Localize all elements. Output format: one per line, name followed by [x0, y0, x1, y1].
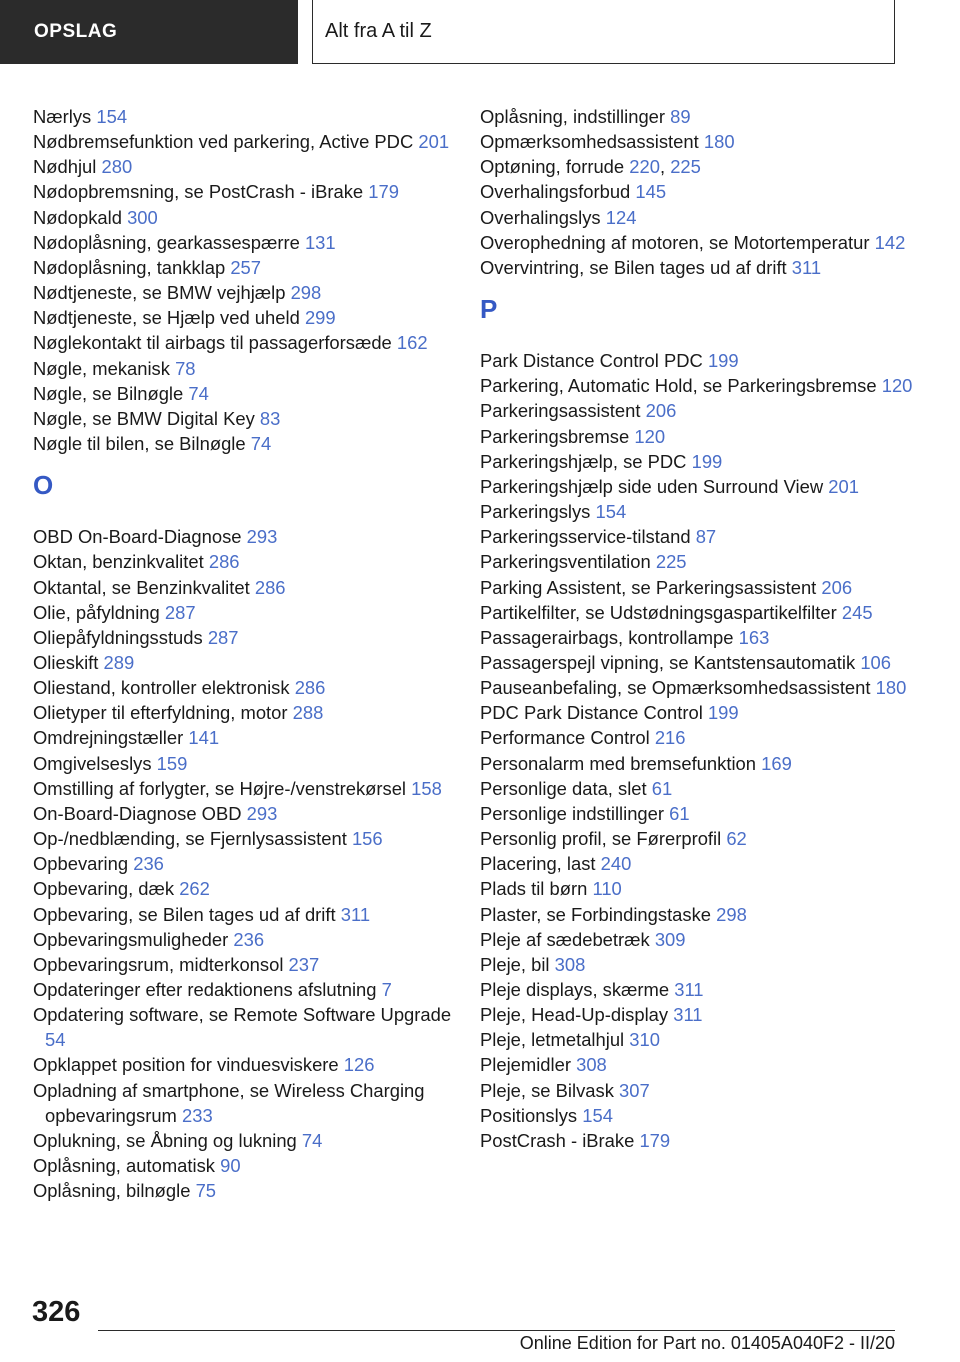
page-header [0, 0, 960, 66]
index-entry [480, 104, 920, 129]
index-entry [33, 1153, 453, 1178]
entry-term: Nødtjeneste, se Hjælp ved uheld [33, 307, 300, 329]
entry-term: Pleje, bil [480, 953, 550, 975]
entry-term: Nødoplåsning, tankklap [33, 256, 226, 278]
page-link[interactable]: 54 [45, 1029, 66, 1051]
entry-list-o [33, 524, 453, 1203]
entry-list-n [33, 104, 453, 456]
page-link[interactable]: 236 [233, 928, 265, 950]
entry-term: Pleje, letmetalhjul [480, 1029, 625, 1051]
index-entry [480, 398, 920, 423]
page-link[interactable]: 287 [164, 601, 196, 623]
page-link[interactable]: 199 [707, 350, 739, 372]
page-link[interactable]: 300 [127, 206, 158, 228]
page-link[interactable]: 225 [655, 551, 687, 573]
page-link[interactable]: 286 [294, 677, 326, 699]
page-link[interactable]: 154 [582, 1104, 613, 1126]
index-entry [480, 927, 920, 952]
index-entry [33, 952, 453, 977]
page-link[interactable]: 120 [881, 375, 913, 397]
page-link[interactable]: 220 [629, 156, 660, 178]
index-entry [480, 449, 920, 474]
page-link[interactable]: 308 [576, 1054, 607, 1076]
entry-term: Parkeringsbremse [480, 425, 630, 447]
page-link[interactable]: 286 [254, 576, 286, 598]
entry-term: Personlig profil, se Førerprofil [480, 828, 722, 850]
page-link[interactable]: 293 [246, 802, 278, 824]
index-entry [480, 600, 920, 625]
page-link[interactable]: 163 [738, 626, 770, 648]
index-entry [33, 129, 453, 154]
entry-term: Opmærksomhedsassistent [480, 131, 699, 153]
index-entry [480, 725, 920, 750]
page-link[interactable]: 311 [674, 979, 704, 1000]
entry-term: Oplåsning, automatisk [33, 1155, 215, 1177]
index-entry [33, 902, 453, 927]
entry-term: Omstilling af forlygter, se Højre-/venstrekørsel [33, 777, 407, 799]
page-link[interactable]: 308 [554, 953, 586, 975]
page-link[interactable]: 74 [188, 382, 209, 404]
index-entry [480, 751, 920, 776]
entry-term: Opklappet position for vinduesviskere [33, 1054, 339, 1076]
index-entry [480, 1103, 920, 1128]
index-column-right [480, 104, 920, 1153]
index-entry [33, 650, 453, 675]
index-entry [480, 952, 920, 977]
page-link[interactable]: 201 [828, 475, 859, 497]
index-entry [33, 305, 453, 330]
index-entry [480, 474, 920, 499]
index-entry [33, 549, 453, 574]
page-link[interactable]: 311 [791, 256, 822, 278]
index-entry [33, 104, 453, 129]
index-entry [480, 625, 920, 650]
page-link[interactable]: 61 [669, 802, 690, 824]
page-link[interactable]: 201 [418, 131, 450, 153]
entry-term: Park Distance Control PDC [480, 350, 703, 372]
page-link[interactable]: 179 [368, 181, 399, 203]
index-entry [480, 255, 920, 280]
section-tab: OPSLAG [0, 0, 298, 64]
index-entry [33, 625, 453, 650]
page-link[interactable]: 74 [250, 433, 272, 455]
entry-term: PDC Park Distance Control [480, 702, 703, 724]
page-link[interactable]: 298 [290, 282, 322, 304]
index-entry [480, 801, 920, 826]
entry-term: Oplukning, se Åbning og lukning [33, 1129, 297, 1151]
index-entry [33, 1052, 453, 1077]
index-entry [33, 1002, 453, 1052]
entry-term: Parkeringshjælp side uden Surround View [480, 475, 824, 497]
entry-term: Pleje af sædebetræk [480, 928, 650, 950]
page-link[interactable]: 293 [246, 526, 278, 548]
page-link[interactable]: 159 [156, 752, 188, 774]
index-entry [33, 675, 453, 700]
page-link[interactable]: 110 [592, 878, 622, 900]
index-entry: Optøning, forrude 220, 225 [480, 156, 701, 178]
entry-term: Nærlys [33, 106, 92, 127]
page-link[interactable]: 141 [188, 727, 220, 749]
index-entry [480, 1128, 920, 1153]
entry-term: Overhalingsforbud [480, 181, 631, 203]
entry-term: Opdatering software, se Remote Software Upgrade [33, 1004, 452, 1026]
index-entry [33, 700, 453, 725]
entry-term: Partikelfilter, se Udstødningsgaspartikelfilter [480, 601, 837, 623]
page-link[interactable]: 126 [343, 1054, 375, 1076]
index-entry [480, 499, 920, 524]
entry-term: Nødtjeneste, se BMW vejhjælp [33, 282, 286, 304]
page-link[interactable]: 280 [101, 156, 133, 178]
page-link[interactable]: 75 [195, 1180, 217, 1202]
index-entry [480, 902, 920, 927]
index-entry [33, 154, 453, 179]
entry-term: Parkeringsassistent [480, 400, 641, 422]
entry-term: Opladning af smartphone, se Wireless Charging opbevaringsrum [33, 1079, 425, 1126]
entry-term: Nøgle til bilen, se Bilnøgle [33, 433, 246, 455]
index-entry [33, 330, 453, 355]
page-link[interactable]: 131 [304, 231, 336, 253]
page-link[interactable]: 145 [635, 181, 667, 203]
entry-term: OBD On-Board-Diagnose [33, 526, 242, 548]
page-link[interactable]: 154 [595, 501, 627, 523]
page-link[interactable]: 206 [645, 400, 677, 422]
entry-term: Nødopkald [33, 206, 122, 228]
page-link[interactable]: 199 [691, 450, 723, 472]
page-link[interactable]: 289 [103, 651, 135, 673]
entry-term: Personlige data, slet [480, 777, 647, 799]
index-entry [33, 751, 453, 776]
page-link[interactable]: 237 [288, 953, 320, 975]
footer-divider [98, 1330, 895, 1331]
page-link[interactable]: 307 [619, 1079, 650, 1101]
index-entry [480, 348, 920, 373]
page-link[interactable]: 262 [179, 878, 210, 900]
index-entry [480, 826, 920, 851]
entry-term: Oliepåfyldningsstuds [33, 626, 203, 648]
entry-term: Opbevaringsmuligheder [33, 928, 229, 950]
entry-term: Nødhjul [33, 156, 97, 178]
page-link[interactable]: 158 [411, 777, 442, 799]
index-entry [33, 1128, 453, 1153]
entry-term: Parkering, Automatic Hold, se Parkeringsbremse [480, 375, 877, 397]
entry-term: Olie, påfyldning [33, 601, 160, 623]
entry-term: Nøglekontakt til airbags til passagerforsæde [33, 332, 392, 354]
entry-term: Olieskift [33, 651, 99, 673]
index-entry [33, 381, 453, 406]
index-entry [480, 675, 920, 700]
index-entry [480, 851, 920, 876]
entry-term: Parkeringshjælp, se PDC [480, 450, 687, 472]
page-link[interactable]: 309 [654, 928, 686, 950]
page-link[interactable]: 299 [304, 307, 336, 329]
entry-term: Oliestand, kontroller elektronisk [33, 677, 290, 699]
page-link[interactable]: 154 [96, 106, 128, 127]
index-entry [480, 230, 920, 255]
page-link[interactable]: 311 [340, 903, 371, 925]
entry-term: PostCrash - iBrake [480, 1129, 635, 1151]
entry-term: Nødopbremsning, se PostCrash - iBrake [33, 181, 364, 203]
entry-term: Overvintring, se Bilen tages ud af drift [480, 256, 787, 278]
page-link[interactable]: 78 [175, 357, 196, 379]
entry-term: Performance Control [480, 727, 650, 749]
entry-term: Optøning, forrude [480, 156, 625, 178]
index-entry [33, 179, 453, 204]
page-link[interactable]: 156 [351, 828, 383, 850]
page-number: 326 [32, 1296, 81, 1328]
page-link[interactable]: 245 [841, 601, 873, 623]
entry-term: Pleje, Head-Up-display [480, 1004, 669, 1026]
index-entry [33, 1078, 453, 1128]
index-entry [33, 280, 453, 305]
page-link[interactable]: 120 [634, 425, 666, 447]
entry-term: Oplåsning, indstillinger [480, 106, 666, 127]
entry-term: Overhalingslys [480, 206, 601, 228]
entry-term: Omgivelseslys [33, 752, 152, 774]
index-entry [33, 205, 453, 230]
index-entry [480, 1027, 920, 1052]
index-entry [480, 700, 920, 725]
index-entry [33, 977, 453, 1002]
index-entry [33, 356, 453, 381]
page-link[interactable]: 124 [605, 206, 637, 228]
index-entry [33, 431, 453, 456]
entry-term: Oktantal, se Benzinkvalitet [33, 576, 250, 598]
entry-term: Overophedning af motoren, se Motortemperatur [480, 231, 870, 253]
index-entry [33, 406, 453, 431]
entry-term: Parkeringsservice-tilstand [480, 526, 691, 548]
index-entry [480, 1078, 920, 1103]
entry-term: Opbevaring, dæk [33, 878, 175, 900]
entry-term: Opbevaringsrum, midterkonsol [33, 953, 284, 975]
index-entry [33, 801, 453, 826]
page-link[interactable]: 240 [600, 853, 632, 875]
index-entry [480, 424, 920, 449]
page-link[interactable]: 257 [230, 256, 262, 278]
page-link[interactable]: 61 [651, 777, 673, 799]
index-entry [33, 725, 453, 750]
page-link[interactable]: 180 [875, 677, 907, 699]
index-entry [33, 927, 453, 952]
page-link[interactable]: 311 [673, 1004, 703, 1026]
entry-list-p [480, 348, 920, 1153]
entry-term: On-Board-Diagnose OBD [33, 802, 242, 824]
page-link[interactable]: 169 [761, 752, 792, 774]
page-link[interactable]: 90 [220, 1155, 241, 1177]
index-entry [480, 373, 920, 398]
entry-term: Olietyper til efterfyldning, motor [33, 702, 288, 724]
entry-term: Personlige indstillinger [480, 802, 665, 824]
entry-term: Opdateringer efter redaktionens afslutning [33, 979, 377, 1000]
entry-term: Opbevaring, se Bilen tages ud af drift [33, 903, 336, 925]
page-link[interactable]: 216 [654, 727, 686, 749]
index-entry [33, 1178, 453, 1203]
entry-term: Nøgle, mekanisk [33, 357, 170, 379]
index-entry [480, 1002, 920, 1027]
index-entry [480, 205, 920, 230]
index-entry [33, 575, 453, 600]
index-entry [480, 129, 920, 154]
entry-term: Personalarm med bremsefunktion [480, 752, 756, 774]
entry-term: Pauseanbefaling, se Opmærksomhedsassistent [480, 677, 871, 699]
entry-term: Pleje, se Bilvask [480, 1079, 614, 1101]
index-entry [33, 851, 453, 876]
index-entry [33, 600, 453, 625]
index-entry [33, 876, 453, 901]
index-entry [480, 524, 920, 549]
page-link[interactable]: 310 [629, 1029, 660, 1051]
entry-term: Parkeringsventilation [480, 551, 651, 573]
entry-term: Plads til børn [480, 878, 588, 900]
index-column-left [33, 104, 453, 1203]
index-entry [33, 826, 453, 851]
page-link[interactable]: 179 [639, 1129, 671, 1151]
entry-term: Parkeringslys [480, 501, 591, 523]
page-link[interactable]: 142 [874, 231, 906, 253]
index-entry [33, 524, 453, 549]
entry-term: Passagerspejl vipning, se Kantstensautomatik [480, 651, 856, 673]
entry-term: Positionslys [480, 1104, 578, 1126]
entry-term: Oktan, benzinkvalitet [33, 551, 204, 573]
entry-term: Oplåsning, bilnøgle [33, 1180, 191, 1202]
index-entry [480, 1052, 920, 1077]
page-link[interactable]: 89 [670, 106, 691, 127]
entry-term: Nødoplåsning, gearkassespærre [33, 231, 300, 253]
index-entry [33, 776, 453, 801]
entry-term: Placering, last [480, 853, 596, 875]
page-link[interactable]: 286 [208, 551, 240, 573]
index-entry [33, 255, 453, 280]
page-link[interactable]: 233 [182, 1104, 213, 1126]
page-link[interactable]: 288 [292, 702, 324, 724]
page-link[interactable]: 199 [707, 702, 739, 724]
index-entry [480, 650, 920, 675]
entry-term: Omdrejningstæller [33, 727, 184, 749]
index-letter-o: O [33, 470, 54, 501]
index-entry [480, 776, 920, 801]
page-link[interactable]: 287 [207, 626, 239, 648]
index-letter-p: P [480, 294, 498, 325]
entry-term: Nøgle, se Bilnøgle [33, 382, 184, 404]
index-entry [480, 876, 920, 901]
index-entry [480, 977, 920, 1002]
entry-term: Nødbremsefunktion ved parkering, Active PDC [33, 131, 414, 153]
entry-term: Plaster, se Forbindingstaske [480, 903, 712, 925]
page-link[interactable]: 162 [396, 332, 428, 354]
page-link[interactable]: 106 [860, 651, 891, 673]
page-link[interactable]: 298 [716, 903, 747, 925]
index-entry [480, 575, 920, 600]
index-entry [480, 549, 920, 574]
page-link[interactable]: 62 [726, 828, 747, 850]
page-link[interactable]: 236 [133, 853, 164, 875]
page-link[interactable]: 225 [670, 156, 701, 178]
page-link[interactable]: 206 [821, 576, 853, 598]
entry-list-o-cont [480, 104, 920, 280]
entry-term: Passagerairbags, kontrollampe [480, 626, 734, 648]
page-link[interactable]: 74 [301, 1129, 323, 1151]
entry-term: Opbevaring [33, 853, 129, 875]
entry-term: Plejemidler [480, 1054, 571, 1076]
entry-term: Parking Assistent, se Parkeringsassistent [480, 576, 817, 598]
entry-term: Nøgle, se BMW Digital Key [33, 407, 255, 429]
entry-term: Pleje displays, skærme [480, 979, 670, 1000]
page-link[interactable]: 83 [259, 407, 281, 429]
index-entry [480, 179, 920, 204]
edition-note: Online Edition for Part no. 01405A040F2 - II/20 [519, 1333, 895, 1353]
index-entry [33, 230, 453, 255]
chapter-title: Alt fra A til Z [312, 0, 895, 64]
page-link[interactable]: 180 [703, 131, 735, 153]
page-link[interactable]: 7 [381, 979, 392, 1000]
page-link[interactable]: 87 [695, 526, 717, 548]
entry-term: Op-/nedblænding, se Fjernlysassistent [33, 828, 347, 850]
